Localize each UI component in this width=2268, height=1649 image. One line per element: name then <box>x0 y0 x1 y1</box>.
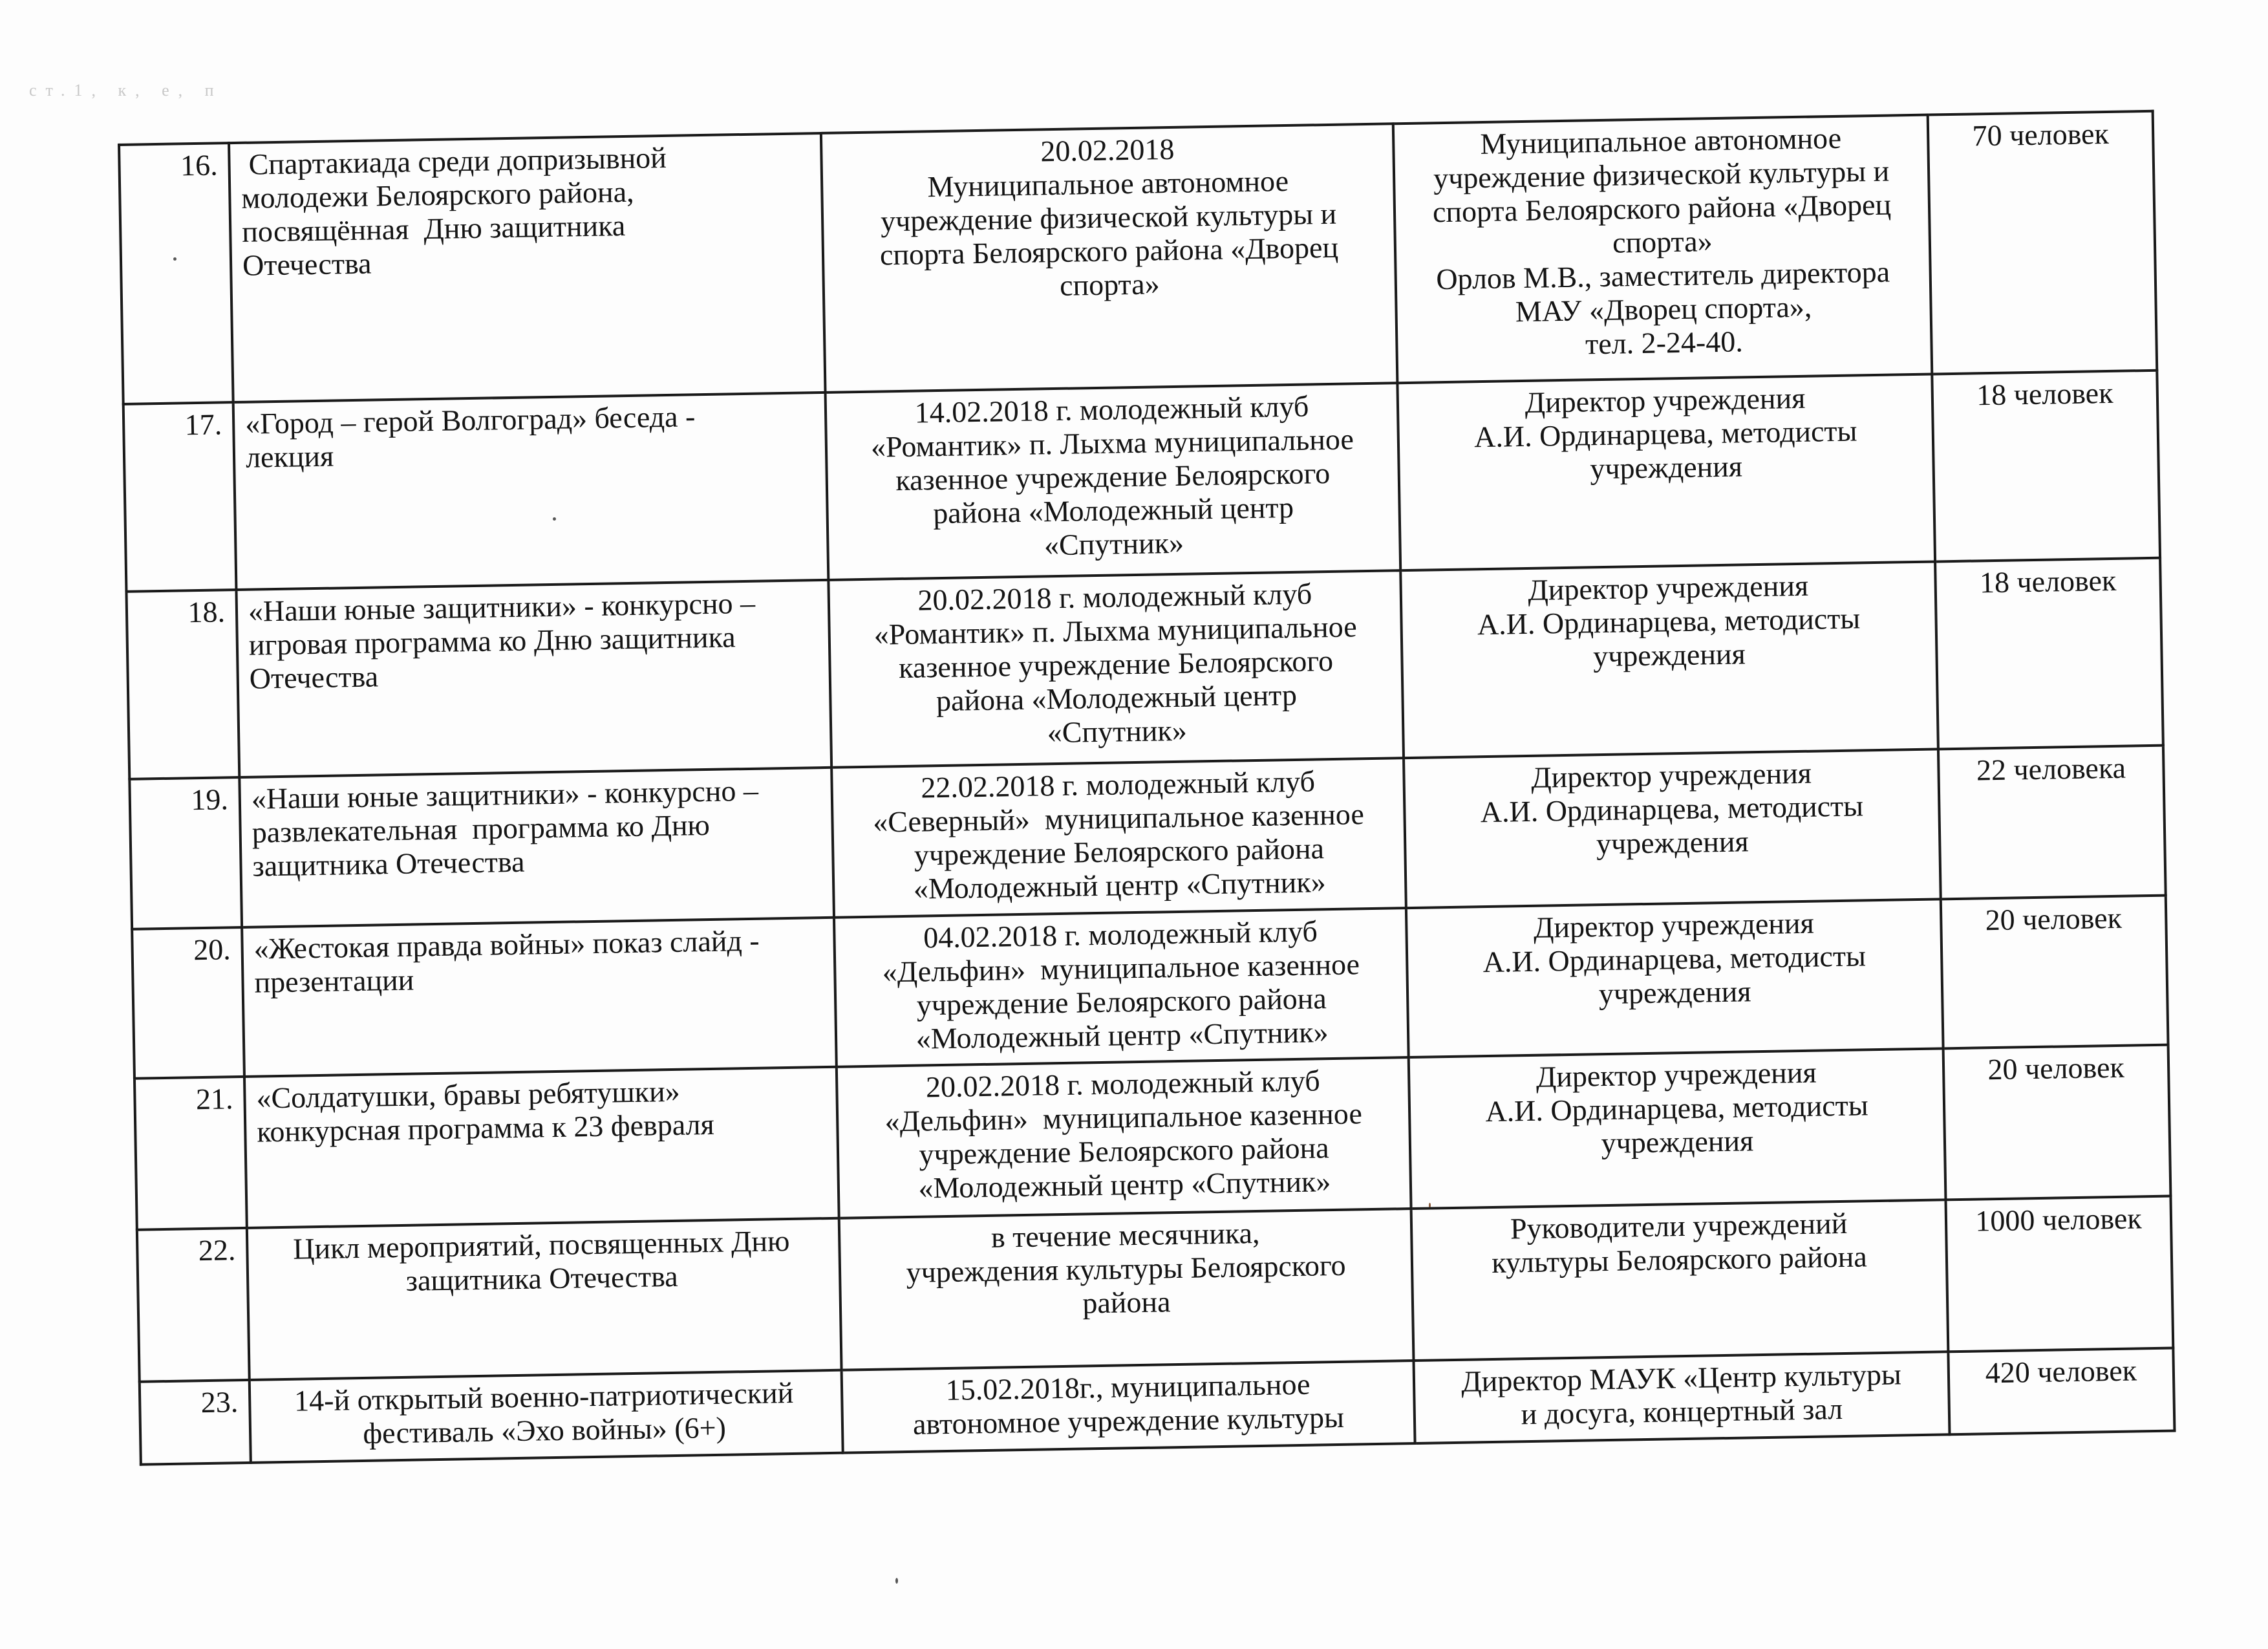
row-number: 21. <box>195 1082 233 1116</box>
row-number: 19. <box>190 782 229 817</box>
event-date-place-line: Муниципальное автономное <box>927 164 1289 204</box>
event-responsible-cell <box>1397 374 1935 571</box>
event-name-line: молодежи Белоярского района, <box>241 175 634 215</box>
event-name-line: фестиваль «Эхо войны» (6+) <box>362 1410 727 1450</box>
scan-artifact-marks: ст.1, к, е, п <box>29 81 223 100</box>
event-responsible-line: Директор учреждения <box>1535 1055 1817 1094</box>
participants-count: 70 человек <box>1972 116 2110 153</box>
row-number-cell <box>123 402 237 592</box>
event-date-place-line: 20.02.2018 г. молодежный клуб <box>917 577 1312 617</box>
event-name-line: Цикл мероприятий, посвященных Дню <box>292 1224 790 1266</box>
event-date-place-line: «Дельфин» муниципальное казенное <box>884 1097 1363 1138</box>
event-date-place-line: «Молодежный центр «Спутник» <box>915 1015 1329 1055</box>
event-responsible-cell <box>1393 115 1932 383</box>
event-date-place-line: района «Молодежный центр <box>932 490 1294 530</box>
event-name-line: «Жестокая правда войны» показ слайд - <box>253 923 760 965</box>
event-date-place-cell <box>826 383 1401 580</box>
event-responsible-line: А.И. Ординарцева, методисты <box>1473 414 1857 454</box>
event-name-cell <box>236 580 831 777</box>
event-responsible-line: учреждения <box>1589 449 1743 486</box>
event-date-place-line: спорта» <box>1059 267 1160 302</box>
event-responsible-cell <box>1406 899 1943 1057</box>
event-date-place-line: «Романтик» п. Лыхма муниципальное <box>873 610 1358 651</box>
event-date-place-cell <box>834 908 1409 1067</box>
event-date-place-line: «Молодежный центр «Спутник» <box>918 1165 1331 1205</box>
event-date-place-line: «Северный» муниципальное казенное <box>872 797 1365 839</box>
row-number: 18. <box>187 595 226 629</box>
event-name-cell <box>233 393 829 590</box>
event-responsible-line: учреждения <box>1598 975 1751 1011</box>
event-date-place-line: «Романтик» п. Лыхма муниципальное <box>870 422 1354 464</box>
event-responsible-line: учреждения <box>1592 637 1746 673</box>
event-date-place-line: казенное учреждение Белоярского <box>895 456 1331 497</box>
event-responsible-line: Орлов М.В., заместитель директора <box>1435 255 1890 296</box>
event-date-place-cell <box>828 570 1404 768</box>
event-name-cell <box>250 1370 843 1463</box>
event-name-line: «Наши юные защитники» - конкурсно – <box>248 586 756 628</box>
participants-cell <box>1935 558 2163 749</box>
event-responsible-line: Руководители учреждений <box>1510 1206 1848 1245</box>
event-name-line: «Наши юные защитники» - конкурсно – <box>251 773 759 815</box>
event-date-place-line: 14.02.2018 г. молодежный клуб <box>914 389 1309 429</box>
event-responsible-line: Директор учреждения <box>1533 906 1815 944</box>
event-responsible-line: учреждения <box>1596 824 1749 861</box>
event-date-place-line: 22.02.2018 г. молодежный клуб <box>920 764 1316 804</box>
event-responsible-line: учреждение физической культуры и <box>1433 154 1890 195</box>
event-date-place-line: «Спутник» <box>1043 526 1184 562</box>
row-number-cell <box>119 143 233 404</box>
participants-count: 20 человек <box>1985 901 2123 937</box>
event-name-cell <box>239 768 834 927</box>
row-number: 16. <box>180 148 218 182</box>
events-table-wrapper <box>118 110 2176 1466</box>
event-date-place-line: в течение месячника, <box>990 1216 1260 1254</box>
event-name-line: посвящённая Дню защитника <box>241 209 626 248</box>
event-date-place-line: спорта Белоярского района «Дворец <box>879 230 1339 272</box>
event-name-cell <box>244 1067 839 1228</box>
event-responsible-line: учреждения <box>1601 1124 1754 1160</box>
event-date-place-line: учреждения культуры Белоярского <box>906 1248 1346 1289</box>
row-number: 23. <box>200 1385 239 1419</box>
row-number-cell <box>126 590 239 779</box>
event-responsible-line: спорта Белоярского района «Дворец <box>1432 188 1892 229</box>
event-name-line: развлекательная программа ко Дню <box>251 808 711 849</box>
event-date-place-line: района <box>1082 1285 1171 1320</box>
event-date-place-cell <box>821 124 1398 393</box>
event-name-cell <box>242 918 837 1077</box>
event-name-line: игровая программа ко Дню защитника <box>248 620 736 662</box>
event-name-cell <box>229 133 826 402</box>
participants-cell <box>1932 371 2160 562</box>
row-number: 17. <box>184 407 222 442</box>
event-responsible-line: Директор МАУК «Центр культуры <box>1460 1357 1902 1398</box>
row-number-cell <box>132 927 244 1079</box>
event-responsible-line: Директор учреждения <box>1524 381 1806 419</box>
event-name-line: Спартакиада среди допризывной <box>248 140 667 181</box>
event-date-place-cell <box>837 1057 1411 1218</box>
event-responsible-cell <box>1404 749 1941 908</box>
events-table-body <box>119 111 2174 1465</box>
participants-count: 420 человек <box>1985 1353 2137 1390</box>
event-name-line: защитника Отечества <box>252 845 525 883</box>
event-responsible-line: А.И. Ординарцева, методисты <box>1482 939 1867 979</box>
event-responsible-cell <box>1411 1200 1949 1361</box>
event-date-place-line: учреждение Белоярского района <box>916 982 1327 1022</box>
event-responsible-line: А.И. Ординарцева, методисты <box>1480 789 1864 829</box>
participants-count: 22 человека <box>1976 751 2126 787</box>
participants-count: 18 человек <box>1976 376 2113 412</box>
event-date-place-line: 20.02.2018 г. молодежный клуб <box>925 1064 1321 1104</box>
event-name-line: лекция <box>245 439 334 474</box>
events-table <box>118 110 2176 1466</box>
participants-cell <box>1928 111 2157 374</box>
event-responsible-line: Муниципальное автономное <box>1480 121 1842 161</box>
event-responsible-line: А.И. Ординарцева, методисты <box>1485 1088 1869 1128</box>
event-date-place-line: 04.02.2018 г. молодежный клуб <box>923 914 1318 954</box>
event-date-place-line: казенное учреждение Белоярского <box>898 643 1334 685</box>
event-date-place-line: «Спутник» <box>1047 713 1188 749</box>
participants-count: 20 человек <box>1987 1050 2125 1086</box>
event-date-place-line: учреждение Белоярского района <box>914 832 1325 872</box>
event-date-place-line: учреждение физической культуры и <box>880 197 1337 238</box>
row-number-cell <box>140 1380 251 1465</box>
event-name-cell <box>247 1218 842 1380</box>
row-number: 22. <box>198 1233 236 1267</box>
participants-count: 18 человек <box>1979 563 2117 599</box>
event-responsible-line: тел. 2-24-40. <box>1585 325 1744 361</box>
event-name-line: 14-й открытый военно-патриотический <box>294 1375 794 1417</box>
event-responsible-line: и досуга, концертный зал <box>1521 1392 1843 1431</box>
table-row <box>126 558 2163 779</box>
row-number-cell <box>134 1077 247 1230</box>
event-name-line: конкурсная программа к 23 февраля <box>256 1107 715 1148</box>
event-responsible-line: спорта» <box>1612 224 1713 259</box>
row-number-cell <box>129 777 242 929</box>
participants-cell <box>1945 1196 2173 1352</box>
event-name-line: Отечества <box>242 246 372 282</box>
event-name-line: презентации <box>254 963 414 999</box>
event-date-place-line: «Молодежный центр «Спутник» <box>913 865 1327 905</box>
event-responsible-line: культуры Белоярского района <box>1491 1240 1868 1279</box>
event-responsible-cell <box>1413 1352 1949 1443</box>
scan-speck <box>895 1578 898 1584</box>
event-name-line: Отечества <box>249 660 379 695</box>
table-row <box>123 371 2160 592</box>
event-responsible-line: Директор учреждения <box>1530 756 1812 794</box>
row-number-cell <box>137 1228 250 1382</box>
event-date-place-line: района «Молодежный центр <box>936 678 1298 718</box>
participants-cell <box>1948 1348 2174 1435</box>
event-date-place-cell <box>842 1361 1415 1453</box>
event-date-place-line: «Дельфин» муниципальное казенное <box>882 947 1360 989</box>
event-name-line: «Солдатушки, бравы ребятушки» <box>256 1074 681 1115</box>
event-name-line: «Город – герой Волгоград» беседа - <box>244 400 696 440</box>
event-responsible-line: МАУ «Дворец спорта», <box>1515 290 1812 329</box>
participants-count: 1000 человек <box>1974 1202 2143 1238</box>
event-responsible-line: Директор учреждения <box>1527 568 1809 607</box>
participants-cell <box>1938 746 2166 900</box>
participants-cell <box>1941 896 2168 1049</box>
event-date-place-line: учреждение Белоярского района <box>919 1131 1329 1171</box>
event-responsible-line: А.И. Ординарцева, методисты <box>1477 601 1861 641</box>
event-responsible-cell <box>1409 1048 1946 1209</box>
event-date-place-cell <box>831 758 1406 918</box>
table-row <box>119 111 2157 404</box>
event-date-place-cell <box>839 1209 1414 1370</box>
event-date-place-line: 20.02.2018 <box>1040 132 1175 168</box>
event-name-line: защитника Отечества <box>405 1259 679 1297</box>
row-number: 20. <box>193 932 231 967</box>
event-responsible-cell <box>1400 561 1938 758</box>
participants-cell <box>1943 1045 2171 1200</box>
event-date-place-line: автономное учреждение культуры <box>912 1400 1345 1441</box>
event-date-place-line: 15.02.2018г., муниципальное <box>945 1367 1311 1407</box>
